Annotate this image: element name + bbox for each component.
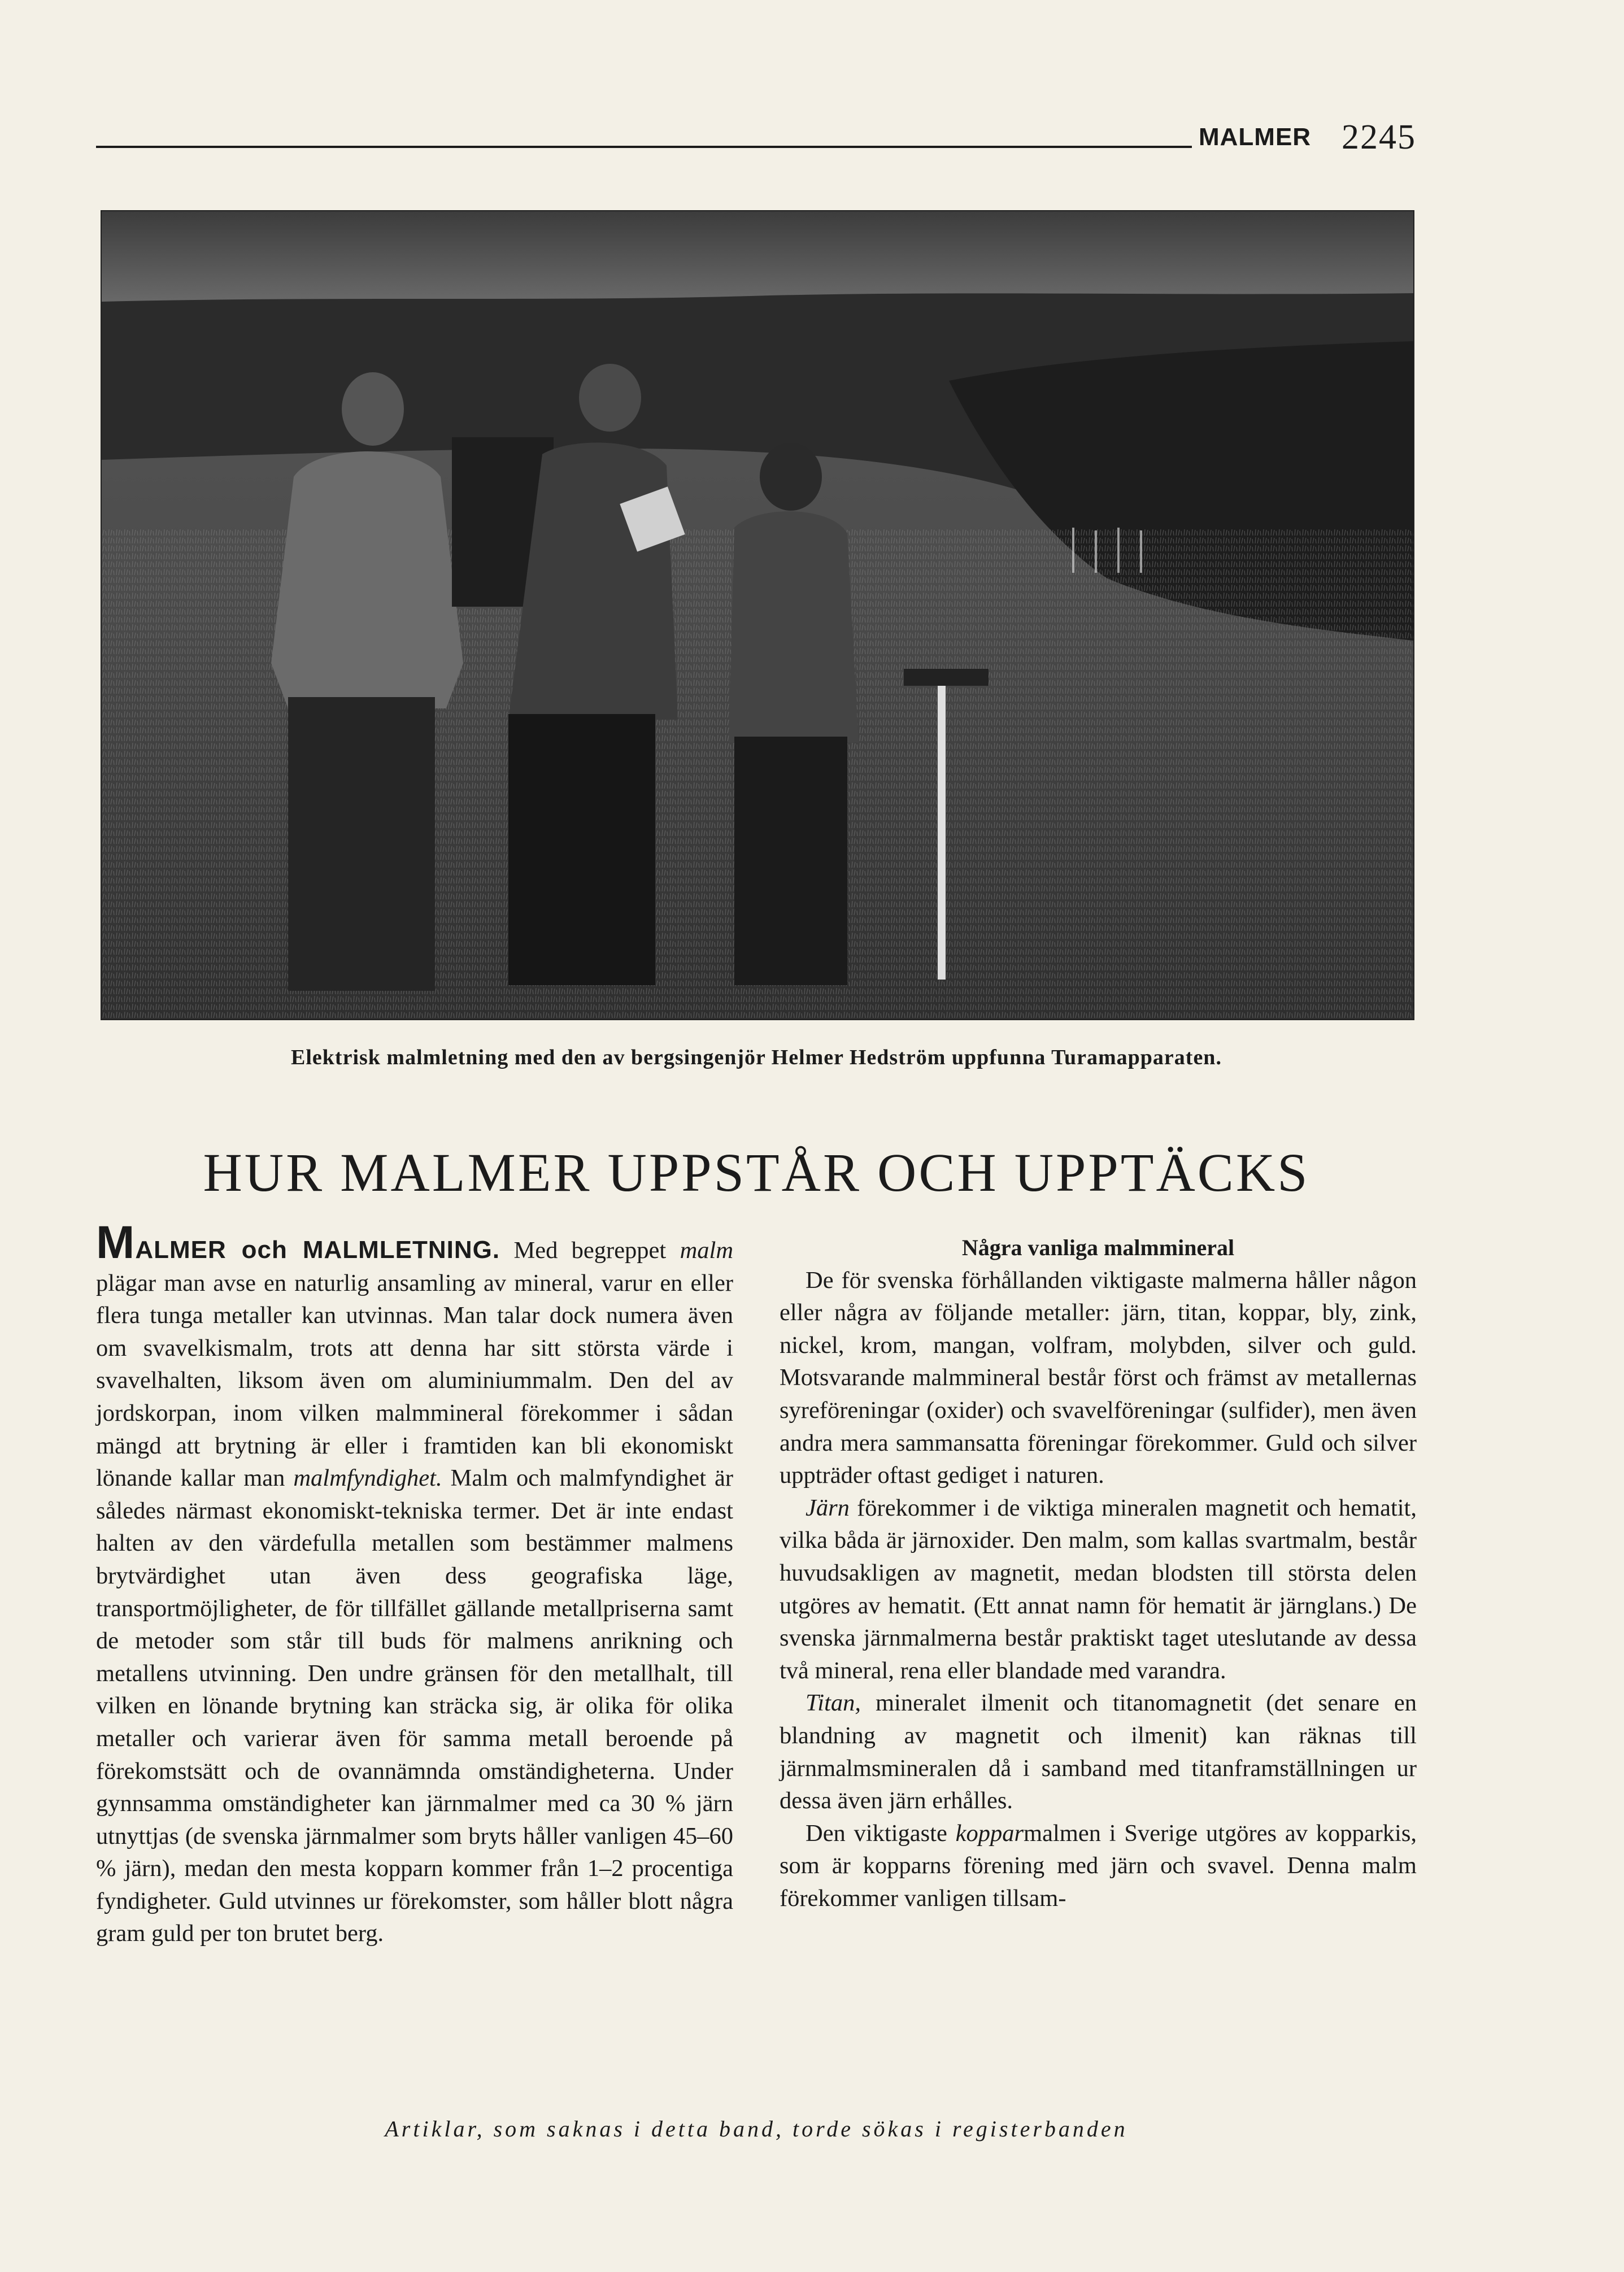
term-italic: malmfyndighet. [293,1465,442,1492]
term-italic: Titan, [806,1690,861,1717]
lead-in [96,1217,500,1268]
text-run: malmen i Sverige utgöres av kopparkis, som är kopparns förening med järn och svavel. Denna malm förekommer vanligen tillsam- [780,1820,1417,1912]
right-paragraph-3 [780,1687,1417,1817]
left-column [96,1217,734,1950]
term-italic: koppar [955,1820,1024,1847]
text-run: Den viktigaste [806,1820,947,1847]
right-paragraph-2 [780,1492,1417,1687]
lead-word-och: och [241,1236,288,1264]
text-run: plägar man avse en naturlig ansamling av mineral, varur en eller flera tunga metaller kan utvinnas. Man talar dock numera även om svavelkismalm, trots att denna har sitt största värde i svavelhalten, liksom även om aluminiummalm. Den del av jordskorpan, inom vilken malmmineral förekommer i sådan mängd att brytning är eller i framtiden kan bli ekonomiskt lönande kallar man [96,1269,733,1492]
left-paragraph-1 [96,1217,734,1950]
figure-caption: Elektrisk malmletning med den av bergsingenjör Helmer Hedström uppfunna Turamapparaten. [291,1046,1222,1069]
term-italic: malm [680,1237,734,1264]
text-run: förekommer i de viktiga mineralen magnetit och hematit, vilka båda är järnoxider. Den malm, som kallas svartmalm, består huvudsakligen av magnetit, medan blodsten till största delen utgöres av hematit. (Ett annat namn för hematit är järnglans.) De svenska järnmalmerna består praktiskt taget uteslutande av dessa två mineral, rena eller blandade med varandra. [780,1494,1417,1684]
right-paragraph-1: De för svenska förhållanden viktigaste malmerna håller någon eller några av följande metaller: järn, titan, koppar, bly, zink, nickel, krom, mangan, volfram, molybden, silver och guld. Motsvarande malmmineral består först och främst av metallernas syreföreningar (oxider) och svavelföreningar (sulfider), men även andra mera sammansatta föreningar förekommer. Guld och silver uppträder oftast gediget i naturen. [780,1266,1417,1489]
header-rule [96,146,1192,148]
page-number: 2245 [1342,118,1416,156]
text-run: Med begreppet [513,1237,667,1264]
text-run: Malm och malmfyndighet är således närmast ekonomiskt-tekniska termer. Det är inte endast halten av den värdefulla metallen som bestämmer malmens brytvärdighet utan även dess geografiska läge, transportmöjligheter, de för tillfället gällande metallpriserna samt de metoder som står till buds för malmens anrikning och metallens utvinning. Den undre gränsen för den metallhalt, till vilken en lönande brytning kan sträcka sig, är olika för olika metaller och varierar även för samma metall beroende på förekomstsätt och de ovannämnda omständigheterna. Under gynnsamma omständigheter kan järnmalmer med ca 30 % järn utnyttjas (de svenska järnmalmer som bryts håller vanligen 45–60 % järn), medan den mesta kopparn kommer från 1–2 procentiga fyndigheter. Guld utvinnes ur förekomster, som håller blott några gram guld per ton brutet berg. [96,1465,734,1947]
right-paragraph-4 [780,1817,1417,1915]
lead-word-b: MALMLETNING. [302,1236,500,1264]
running-header-title: MALMER [1199,123,1312,151]
drop-cap: M [96,1217,136,1268]
term-italic: Järn [806,1494,850,1521]
lead-word-a: ALMER [135,1236,227,1264]
right-column [780,1231,1417,1914]
photograph [101,210,1414,1020]
text-run: mineralet ilmenit och titanomagnetit (det senare en blandning av magnetit och ilmenit) kan räknas till järnmalmsmineralen då i samband med titanframställningen ur dessa även järn erhålles. [780,1690,1417,1814]
footer-note: Artiklar, som saknas i detta band, torde sökas i registerbanden [385,2116,1128,2142]
subheading: Några vanliga malmmineral [961,1235,1235,1260]
field-survey-photo [102,211,1413,1019]
article-title: HUR MALMER UPPSTÅR OCH UPPTÄCKS [203,1142,1310,1203]
